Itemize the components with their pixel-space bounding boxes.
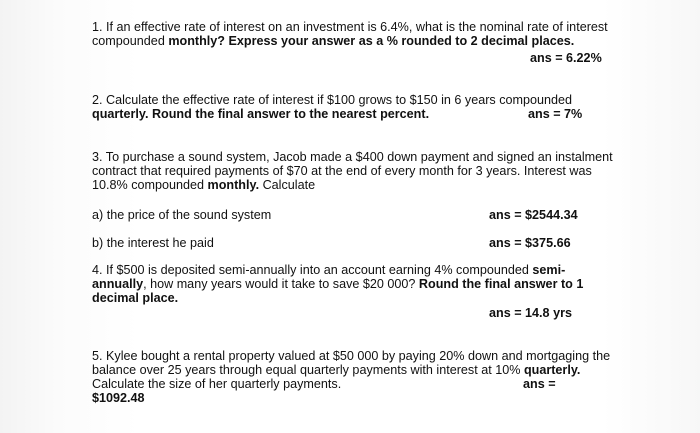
q3-answer-b: ans = $375.66 (489, 236, 571, 250)
q1-line-2-bold: monthly? Express your answer as a % rounded to 2 decimal places. (168, 34, 575, 48)
q3-line-3-bold: monthly. (207, 178, 260, 192)
q5-line-2 (92, 363, 610, 377)
q4-line-2 (92, 277, 583, 291)
q3-line-3 (92, 178, 613, 192)
q3-part-b: b) the interest he paid (92, 236, 214, 250)
question-3 (92, 150, 613, 192)
q4-line-1-normal: 4. If $500 is deposited semi-annually into an account earning 4% compounded (92, 263, 533, 277)
q2-line-1: 2. Calculate the effective rate of interest if $100 grows to $150 in 6 years compounded (92, 93, 573, 107)
q1-line-2 (92, 34, 608, 48)
q5-answer-label: ans = (523, 377, 556, 391)
question-1 (92, 20, 608, 48)
q1-line-2-normal: compounded (92, 34, 169, 48)
q4-line-1-bold: semi- (532, 263, 566, 277)
question-2 (92, 93, 572, 121)
q4-answer: ans = 14.8 yrs (489, 306, 572, 320)
q3-line-3-normal: 10.8% compounded (92, 178, 208, 192)
q4-line-2-bold: annually (92, 277, 144, 291)
q3-part-a: a) the price of the sound system (92, 208, 272, 222)
q4-line-1 (92, 263, 583, 277)
q5-line-3: Calculate the size of her quarterly payments. (92, 377, 342, 391)
q2-answer: ans = 7% (528, 107, 583, 121)
q5-answer-value: $1092.48 (92, 391, 145, 405)
q3-answer-a: ans = $2544.34 (489, 208, 578, 222)
q3-line-3-tail: Calculate (259, 178, 316, 192)
q1-answer: ans = 6.22% (530, 51, 602, 65)
q2-line-2: quarterly. Round the final answer to the nearest percent. (92, 107, 430, 121)
question-4 (92, 263, 583, 305)
q5-line-2-bold: quarterly. (523, 363, 581, 377)
q4-line-3: decimal place. (92, 291, 179, 305)
q5-line-1: 5. Kylee bought a rental property valued at $50 000 by paying 20% down and mortgaging the (92, 349, 611, 363)
q4-line-2-bold-tail: Round the final answer to 1 (418, 277, 584, 291)
q5-line-2-normal: balance over 25 years through equal quarterly payments with interest at 10% (92, 363, 524, 377)
q1-line-1: 1. If an effective rate of interest on an investment is 6.4%, what is the nominal rate of interest (92, 20, 608, 34)
q3-line-2: contract that required payments of $70 at the end of every month for 3 years. Interest was (92, 164, 592, 178)
q3-line-1: 3. To purchase a sound system, Jacob made a $400 down payment and signed an instalment (92, 150, 613, 164)
q4-line-2-normal: , how many years would it take to save $20 000? (143, 277, 419, 291)
